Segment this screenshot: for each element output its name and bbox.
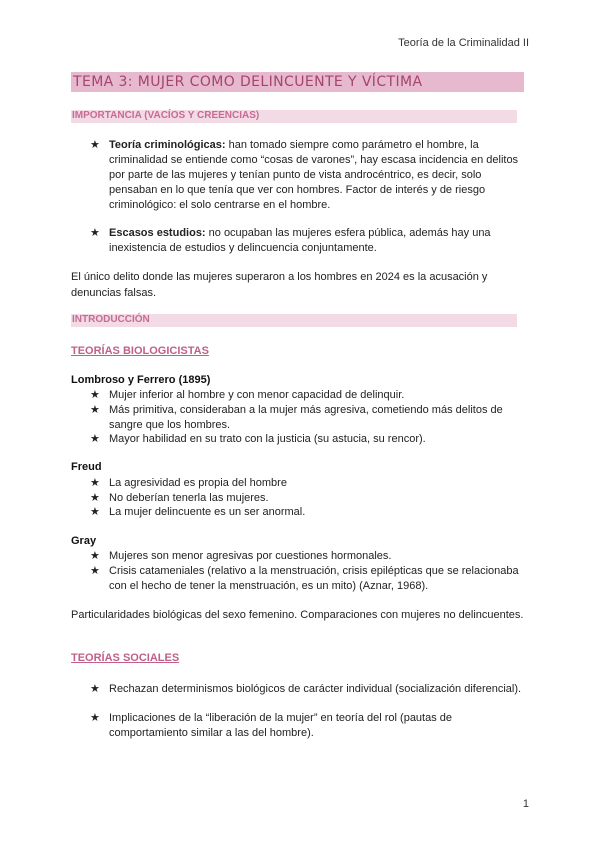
sociales-item-2	[90, 711, 530, 741]
star-bullet-icon: ★	[90, 550, 100, 562]
topic-title: TEMA 3: MUJER COMO DELINCUENTE Y VÍCTIMA	[73, 74, 423, 90]
gray-item-1	[90, 549, 530, 564]
lombroso-item-3	[90, 432, 530, 447]
star-bullet-icon: ★	[90, 712, 100, 724]
list-item-text: Mayor habilidad en su trato con la justicia (su astucia, su rencor).	[109, 433, 426, 445]
freud-item-2	[90, 491, 530, 506]
gray-item-2	[90, 564, 530, 594]
importancia-note: El único delito donde las mujeres superaron a los hombres en 2024 es la acusación y denuncias falsas.	[71, 271, 488, 299]
topic-title-bar	[71, 72, 524, 92]
bullet-term: Teoría criminológicas:	[109, 139, 226, 151]
lombroso-item-1	[90, 388, 530, 403]
list-item-text: Rechazan determinismos biológicos de carácter individual (socialización diferencial).	[109, 683, 522, 695]
heading-teorias-sociales: TEORÍAS SOCIALES	[71, 652, 180, 664]
star-bullet-icon: ★	[90, 139, 100, 151]
star-bullet-icon: ★	[90, 227, 100, 239]
author-lombroso: Lombroso y Ferrero (1895)	[71, 374, 211, 386]
list-item-text: Implicaciones de la “liberación de la mujer” en teoría del rol (pautas de comportamiento similar a las del hombre).	[109, 712, 453, 739]
list-item-text: Crisis catameniales (relativo a la menstruación, crisis epilépticas que se relacionaba con el hecho de tener la menstruación, es un mito) (Aznar, 1968).	[109, 565, 519, 592]
heading-teorias-biologicistas: TEORÍAS BIOLOGICISTAS	[71, 345, 209, 357]
author-freud: Freud	[71, 461, 102, 473]
bullet-term: Escasos estudios:	[109, 227, 206, 239]
list-item-text: Más primitiva, consideraban a la mujer más agresiva, cometiendo más delitos de sangre que los hombres.	[109, 404, 503, 431]
list-item-text: Mujeres son menor agresivas por cuestiones hormonales.	[109, 550, 392, 562]
section-introduccion	[71, 314, 517, 327]
list-item-text: Mujer inferior al hombre y con menor capacidad de delinquir.	[109, 389, 405, 401]
biologicistas-note: Particularidades biológicas del sexo femenino. Comparaciones con mujeres no delincuentes.	[71, 609, 524, 621]
star-bullet-icon: ★	[90, 389, 100, 401]
section-importancia-label: IMPORTANCIA (VACÍOS Y CREENCIAS)	[72, 110, 260, 121]
freud-item-3	[90, 505, 530, 520]
list-item-text: La mujer delincuente es un ser anormal.	[109, 506, 306, 518]
star-bullet-icon: ★	[90, 506, 100, 518]
importancia-bullet-1	[90, 138, 530, 213]
bullet-text: no ocupaban las mujeres esfera pública, además hay una inexistencia de estudios y delincuencia conjuntamente.	[109, 227, 491, 254]
list-item-text: La agresividad es propia del hombre	[109, 477, 287, 489]
star-bullet-icon: ★	[90, 492, 100, 504]
course-header: Teoría de la Criminalidad II	[398, 37, 529, 49]
importancia-bullet-2	[90, 226, 530, 256]
section-importancia	[71, 110, 517, 123]
list-item-text: No deberían tenerla las mujeres.	[109, 492, 269, 504]
star-bullet-icon: ★	[90, 565, 100, 577]
star-bullet-icon: ★	[90, 683, 100, 695]
author-gray: Gray	[71, 535, 97, 547]
section-introduccion-label: INTRODUCCIÓN	[72, 314, 150, 325]
star-bullet-icon: ★	[90, 477, 100, 489]
freud-item-1	[90, 476, 530, 491]
page-number: 1	[522, 798, 529, 810]
star-bullet-icon: ★	[90, 404, 100, 416]
sociales-item-1	[90, 682, 530, 697]
bullet-text: han tomado siempre como parámetro el hombre, la criminalidad se entiende como “cosas de varones”, hay escasa incidencia en delitos por parte de las mujeres y tenían punto de vista androcéntrico, es decir, solo pensaban en lo que tenía que ver con hombres. Factor de interés y de riesgo criminológico: el solo centrarse en el hombre.	[109, 139, 519, 211]
lombroso-item-2	[90, 403, 530, 433]
star-bullet-icon: ★	[90, 433, 100, 445]
